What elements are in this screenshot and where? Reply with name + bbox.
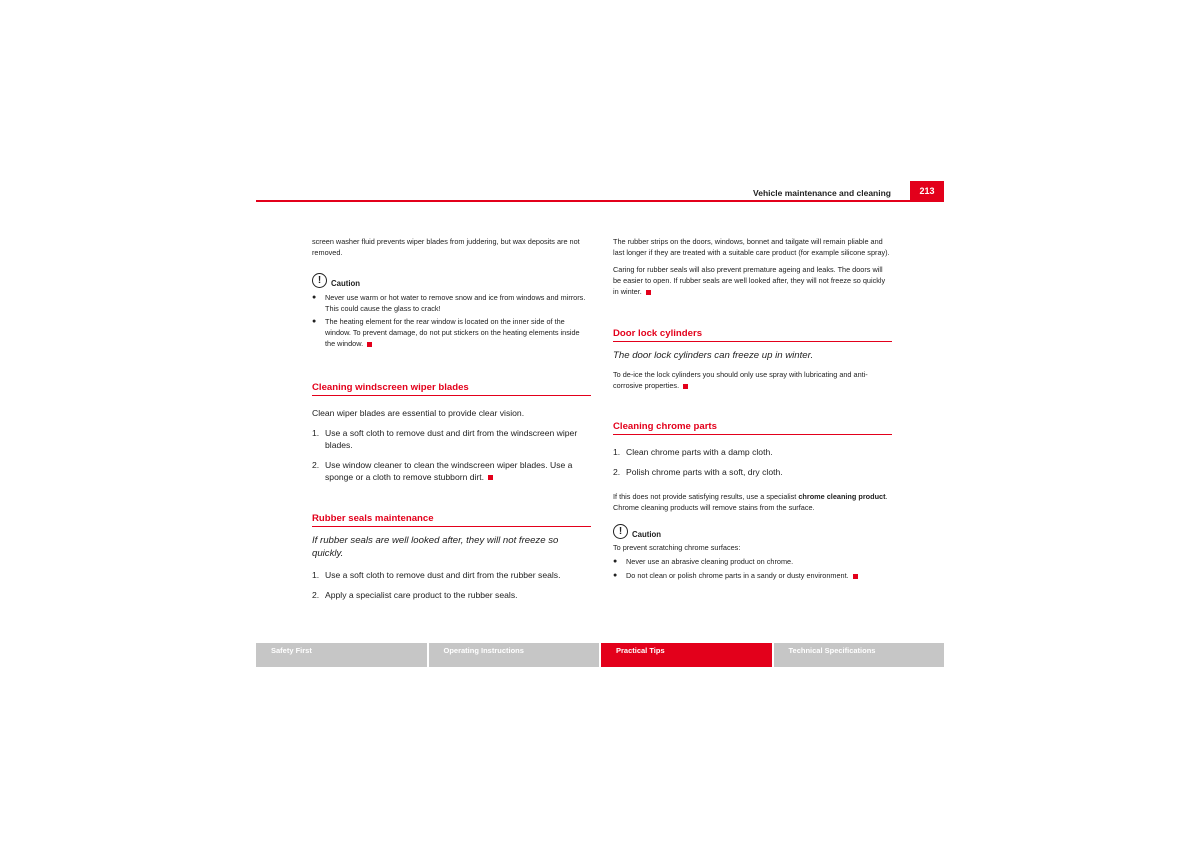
section-title-chrome: Cleaning chrome parts <box>613 421 892 435</box>
footer-nav <box>256 643 944 667</box>
step-text: Clean chrome parts with a damp cloth. <box>626 447 773 457</box>
step-item <box>312 427 591 451</box>
step-number: 2. <box>312 590 320 600</box>
caution-text: The heating element for the rear window is located on the inner side of the window. To prevent damage, do not put stickers on the heating elements inside the window. <box>325 317 580 348</box>
caution-label: Caution <box>632 530 662 539</box>
list-item <box>613 570 892 581</box>
red-square-icon <box>488 475 493 480</box>
step-item <box>613 466 892 478</box>
section-lead: If rubber seals are well looked after, they will not freeze so quickly. <box>312 535 559 559</box>
caution-box <box>312 273 591 349</box>
step-text: Apply a specialist care product to the rubber seals. <box>325 590 518 600</box>
tab-practical-tips[interactable]: Practical Tips <box>601 643 772 667</box>
left-column <box>312 236 591 601</box>
section-intro: Clean wiper blades are essential to provide clear vision. <box>312 408 525 418</box>
caution-text: Never use warm or hot water to remove snow and ice from windows and mirrors. This could cause the glass to crack! <box>325 293 586 313</box>
section-title-wiper: Cleaning windscreen wiper blades <box>312 382 591 396</box>
red-square-icon <box>367 342 372 347</box>
tab-operating-instructions[interactable]: Operating Instructions <box>429 643 600 667</box>
red-square-icon <box>683 384 688 389</box>
exclamation-circle-icon: ! <box>312 273 327 288</box>
list-item <box>312 292 591 314</box>
step-item <box>312 459 591 483</box>
caution-box <box>613 524 892 581</box>
bullet-dot-icon: ● <box>312 318 317 325</box>
page-number: 213 <box>910 181 944 201</box>
step-number: 1. <box>312 428 320 438</box>
step-text: Use a soft cloth to remove dust and dirt from the windscreen wiper blades. <box>325 428 578 450</box>
page-header-title: Vehicle maintenance and cleaning <box>753 188 891 198</box>
section-title-rubber: Rubber seals maintenance <box>312 513 591 527</box>
step-item <box>613 446 892 458</box>
step-number: 1. <box>613 447 621 457</box>
section-lead: The door lock cylinders can freeze up in winter. <box>613 350 814 361</box>
chrome-paragraph <box>613 491 892 513</box>
step-item <box>312 569 591 581</box>
step-number: 1. <box>312 570 320 580</box>
caution-label: Caution <box>331 279 361 288</box>
right-column <box>613 236 892 581</box>
exclamation-circle-icon: ! <box>613 524 628 539</box>
bullet-dot-icon: ● <box>613 558 618 565</box>
caution-text: Never use an abrasive cleaning product on chrome. <box>626 557 794 566</box>
red-square-icon <box>646 290 651 295</box>
section-title-lock: Door lock cylinders <box>613 328 892 342</box>
step-number: 2. <box>613 467 621 477</box>
red-square-icon <box>853 574 858 579</box>
step-item <box>312 589 591 601</box>
step-number: 2. <box>312 460 320 470</box>
chrome-text-bold: chrome cleaning product <box>798 492 886 501</box>
bullet-dot-icon: ● <box>613 572 618 579</box>
caution-text: Do not clean or polish chrome parts in a sandy or dusty environment. <box>626 571 849 580</box>
tab-safety-first[interactable]: Safety First <box>256 643 427 667</box>
step-text: Polish chrome parts with a soft, dry cloth. <box>626 467 783 477</box>
bullet-dot-icon: ● <box>312 294 317 301</box>
caution-intro: To prevent scratching chrome surfaces: <box>613 543 741 552</box>
list-item <box>312 316 591 349</box>
lock-paragraph: To de-ice the lock cylinders you should only use spray with lubricating and anti-corrosive properties. <box>613 370 868 390</box>
tab-technical-specifications[interactable]: Technical Specifications <box>774 643 945 667</box>
chrome-text-a: If this does not provide satisfying results, use a specialist <box>613 492 799 501</box>
header-rule <box>256 200 944 202</box>
rubber-strips-paragraph: The rubber strips on the doors, windows, bonnet and tailgate will remain pliable and last longer if they are treated with a suitable care product (for example silicone spray). <box>613 237 890 257</box>
intro-paragraph: screen washer fluid prevents wiper blades from juddering, but wax deposits are not removed. <box>312 237 580 257</box>
rubber-care-paragraph: Caring for rubber seals will also prevent premature ageing and leaks. The doors will be easier to open. If rubber seals are well looked after, they will not freeze so quickly in winter. <box>613 265 886 296</box>
step-text: Use window cleaner to clean the windscreen wiper blades. Use a sponge or a cloth to remove stubborn dirt. <box>325 460 573 482</box>
step-text: Use a soft cloth to remove dust and dirt from the rubber seals. <box>325 570 561 580</box>
chrome-text-b: . Chrome cleaning products will remove stains from the surface. <box>613 492 888 512</box>
list-item <box>613 556 892 567</box>
